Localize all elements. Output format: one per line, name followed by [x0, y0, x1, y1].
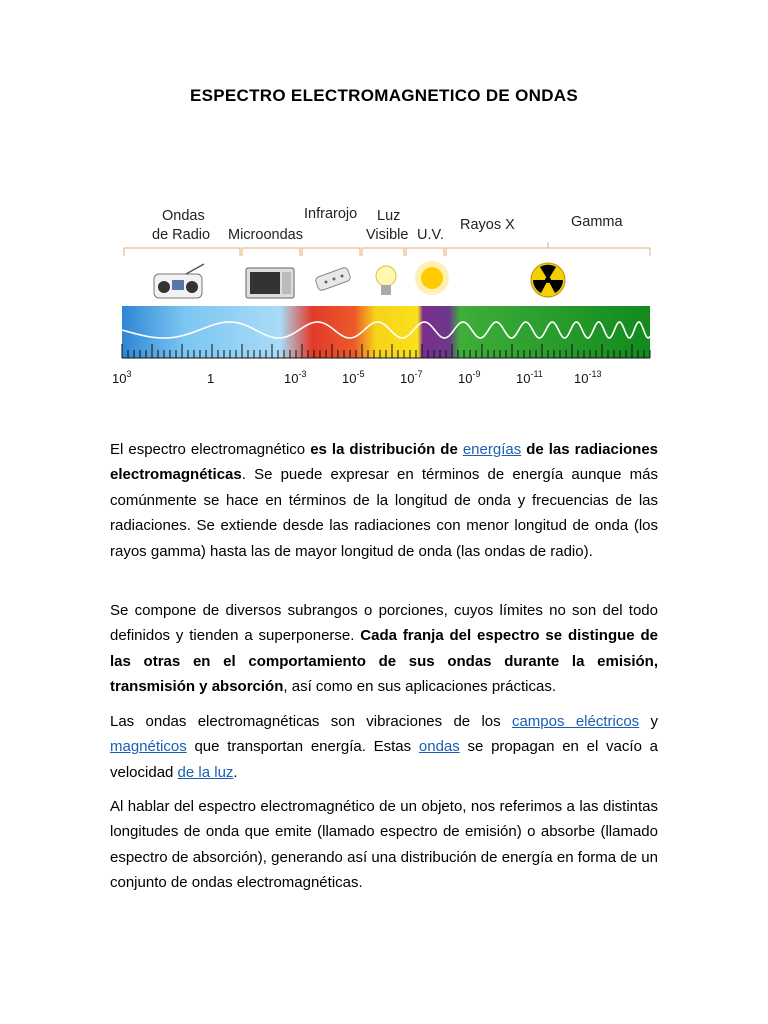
tick-label: 1: [207, 371, 215, 386]
tick-labels: [112, 369, 601, 386]
tick-label: $10^3$: [112, 369, 132, 386]
tick-label: $10^{-11}$: [516, 369, 543, 386]
p1-text-2: . Se puede expresar en términos de energía aunque más comúnmente se hace en términos de la longitud de onda y frecuencias de las radiaciones. Se extiende desde las radiaciones con menor longitud de onda (los rayos gamma) hasta las de mayor longitud de onda (las ondas de radio).: [110, 466, 658, 560]
radio-icon: [154, 264, 204, 298]
link-energias[interactable]: energías: [462, 441, 522, 458]
p2-text-2: , así como en sus aplicaciones prácticas.: [283, 678, 557, 696]
paragraph-4: [110, 794, 658, 896]
category-brackets: [124, 242, 650, 256]
label-ondas-radio-1: Ondas: [162, 208, 205, 224]
p3-text-1: Las ondas electromagnéticas son vibraciones de los: [110, 713, 512, 730]
label-rayos-x: Rayos X: [460, 217, 515, 233]
radiation-icon: [531, 263, 565, 297]
link-ondas[interactable]: ondas: [418, 738, 460, 756]
tick-label: $10^{-9}$: [458, 369, 481, 386]
label-luz: Luz: [377, 208, 401, 224]
paragraph-1: [110, 437, 658, 564]
p3-text-3: que transportan energía. Estas: [186, 738, 419, 756]
p3-text-2: y: [639, 713, 658, 730]
p4-text-1: Al hablar del espectro electromagnético de un objeto, nos referimos a las distintas longitudes de onda que emite (llamado espectro de emisión) o absorbe (llamado espectro de absorción), generando así una distribución de energía en forma de un conjunto de ondas electromagnéticas.: [110, 798, 658, 892]
tick-label: $10^{-7}$: [400, 369, 423, 386]
sun-icon: [415, 261, 449, 295]
link-magneticos[interactable]: magnéticos: [110, 738, 187, 756]
label-ondas-radio-2: de Radio: [152, 227, 211, 243]
link-de-la-luz[interactable]: de la luz: [177, 763, 234, 781]
light-bulb-icon: [376, 266, 396, 295]
label-infrarojo: Infrarojo: [304, 206, 358, 222]
tick-label: $10^{-3}$: [284, 369, 307, 386]
paragraph-3: [110, 709, 658, 785]
paragraph-2: [110, 598, 658, 700]
p3-text-4: se propagan en el vacío a velocidad: [110, 738, 658, 781]
p1-bold-2: de las radiaciones electromagnéticas: [110, 441, 659, 484]
p3-text-5: .: [233, 763, 238, 781]
p1-text-1: El espectro electromagnético: [110, 441, 311, 458]
microwave-icon: [246, 268, 294, 298]
label-visible: Visible: [366, 227, 409, 243]
label-uv: U.V.: [417, 227, 444, 243]
tick-label: $10^{-5}$: [342, 369, 365, 386]
tick-label: $10^{-13}$: [574, 369, 602, 386]
p2-text-1: Se compone de diversos subrangos o porciones, cuyos límites no son del todo definidos y tienden a superponerse.: [110, 602, 658, 645]
link-campos-electricos[interactable]: campos eléctricos: [511, 713, 640, 730]
p2-bold-1: Cada franja del espectro se distingue de las otras en el comportamiento de sus ondas durante la emisión, transmisión y absorción: [110, 627, 658, 696]
label-gamma: Gamma: [571, 214, 623, 230]
p1-bold-1: es la distribución de: [310, 441, 463, 458]
remote-control-icon: [315, 267, 352, 292]
document-title: ESPECTRO ELECTROMAGNETICO DE ONDAS: [189, 86, 578, 105]
label-microondas: Microondas: [228, 227, 303, 243]
electromagnetic-spectrum-figure: [104, 196, 660, 396]
